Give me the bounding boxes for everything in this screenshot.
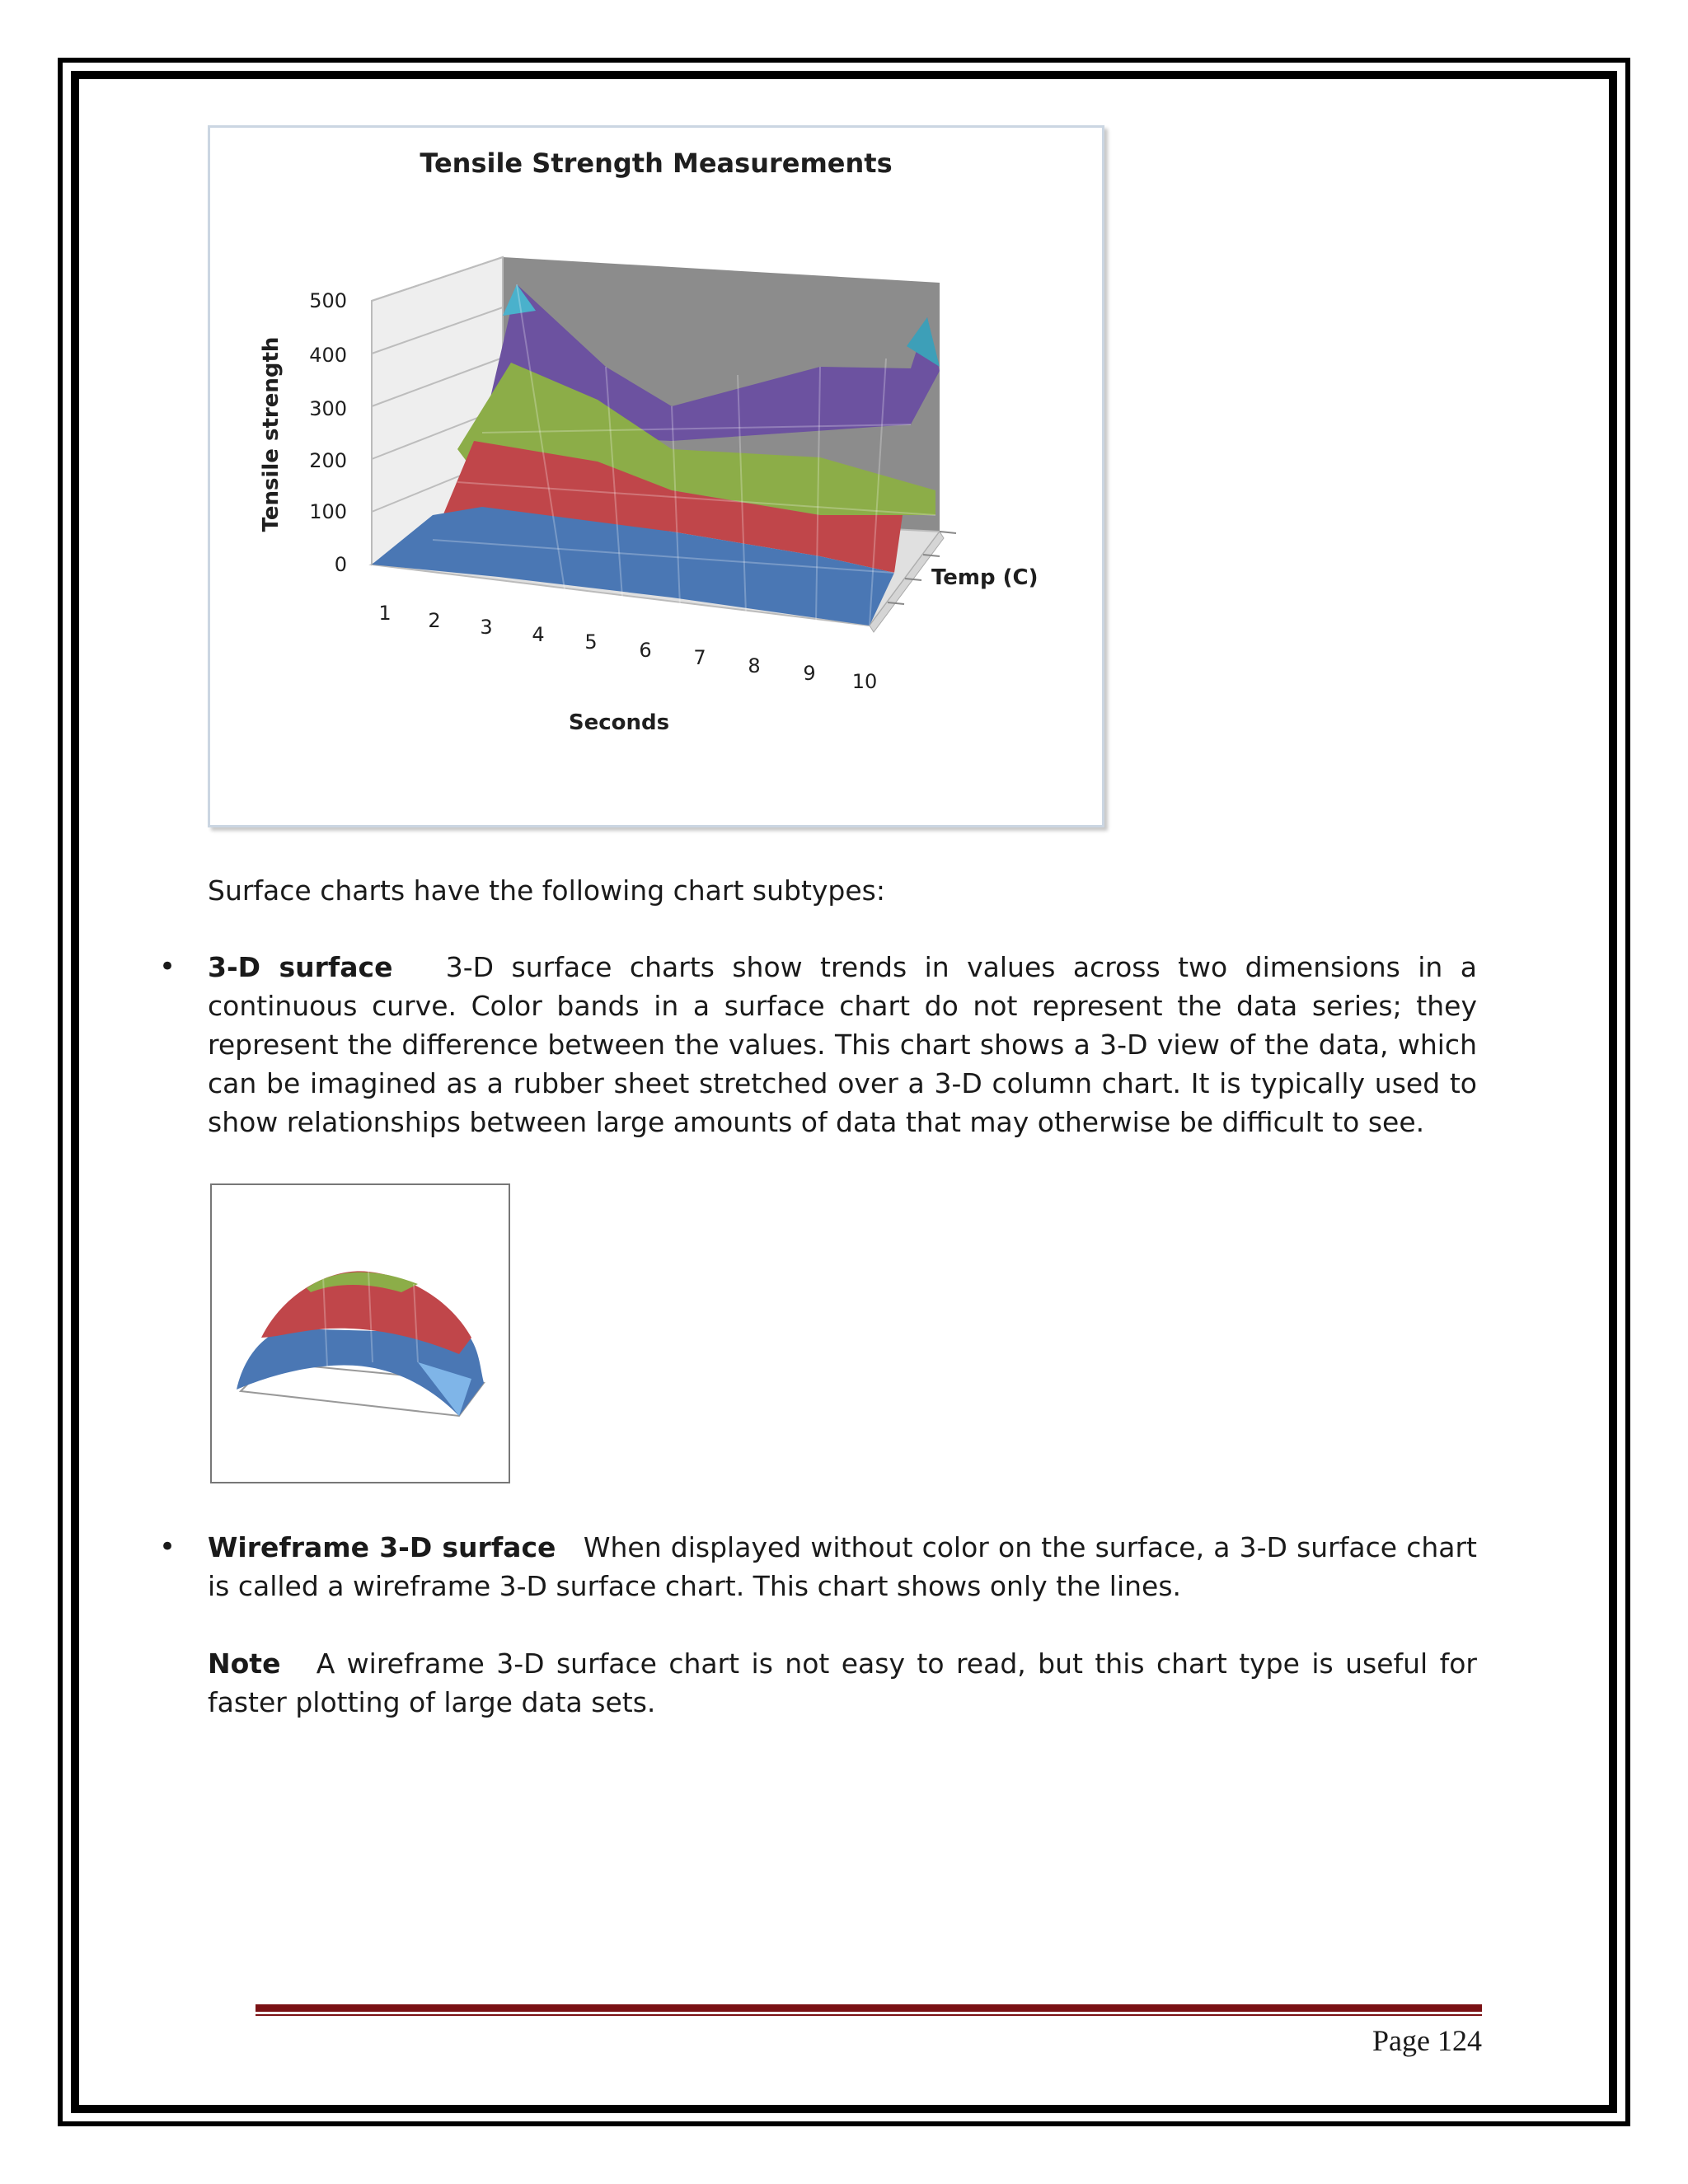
y-tick-label: 100: [309, 500, 347, 523]
x-tick-label: 6: [639, 639, 652, 662]
surface-subtype-thumbnail: [210, 1183, 510, 1483]
note-text: A wireframe 3-D surface chart is not easy to read, but this chart type is useful for faster plotting of large data sets.: [208, 1647, 1477, 1718]
x-tick-label: 2: [428, 609, 441, 632]
y-tick-label: 200: [309, 449, 347, 472]
footer-rule: [256, 2004, 1482, 2016]
y-tick-label: 300: [309, 397, 347, 420]
surface-chart-svg: [210, 128, 1102, 825]
y-tick-labels: [309, 289, 347, 576]
x-tick-label: 9: [803, 662, 816, 685]
tensile-strength-chart: [208, 125, 1104, 827]
x-tick-label: 4: [532, 623, 545, 646]
y-axis-label: Tensile strength: [259, 336, 284, 532]
y-tick-label: 500: [309, 289, 347, 312]
desc-wireframe: When displayed without color on the surface, a 3-D surface chart is called a wireframe 3-D surface chart. This chart shows only the lines.: [208, 1531, 1477, 1602]
note-label: Note: [208, 1647, 281, 1680]
x-tick-label: 10: [851, 670, 878, 693]
y-tick-label: 400: [309, 344, 347, 367]
x-axis-label: Seconds: [568, 710, 670, 735]
note-paragraph: [208, 1644, 1477, 1722]
term-3d-surface: 3-D surface: [208, 951, 393, 983]
bullet-marker: •: [159, 950, 176, 983]
x-tick-label: 7: [693, 646, 706, 669]
intro-paragraph: Surface charts have the following chart subtypes:: [208, 874, 885, 907]
thumbnail-svg: [212, 1185, 509, 1482]
page-number: Page 124: [1372, 2024, 1482, 2057]
list-item-wireframe: [208, 1528, 1477, 1605]
chart-title: Tensile Strength Measurements: [420, 148, 893, 179]
x-tick-label: 8: [748, 654, 761, 677]
x-tick-label: 3: [480, 616, 493, 639]
depth-axis-label: Temp (C): [931, 565, 1039, 590]
list-item-3d-surface: [208, 948, 1477, 1141]
y-tick-label: 0: [334, 553, 347, 576]
x-tick-label: 1: [378, 602, 392, 625]
bullet-marker: •: [159, 1530, 176, 1563]
x-tick-label: 5: [584, 630, 598, 654]
term-wireframe: Wireframe 3-D surface: [208, 1531, 556, 1563]
desc-3d-surface: 3-D surface charts show trends in values across two dimensions in a continuous curve. Color bands in a surface chart do not represent the data series; they represent the difference between the values. This chart shows a 3-D view of the data, which can be imagined as a rubber sheet stretched over a 3-D column chart. It is typically used to show relationships between large amounts of data that may otherwise be difficult to see.: [208, 951, 1477, 1138]
